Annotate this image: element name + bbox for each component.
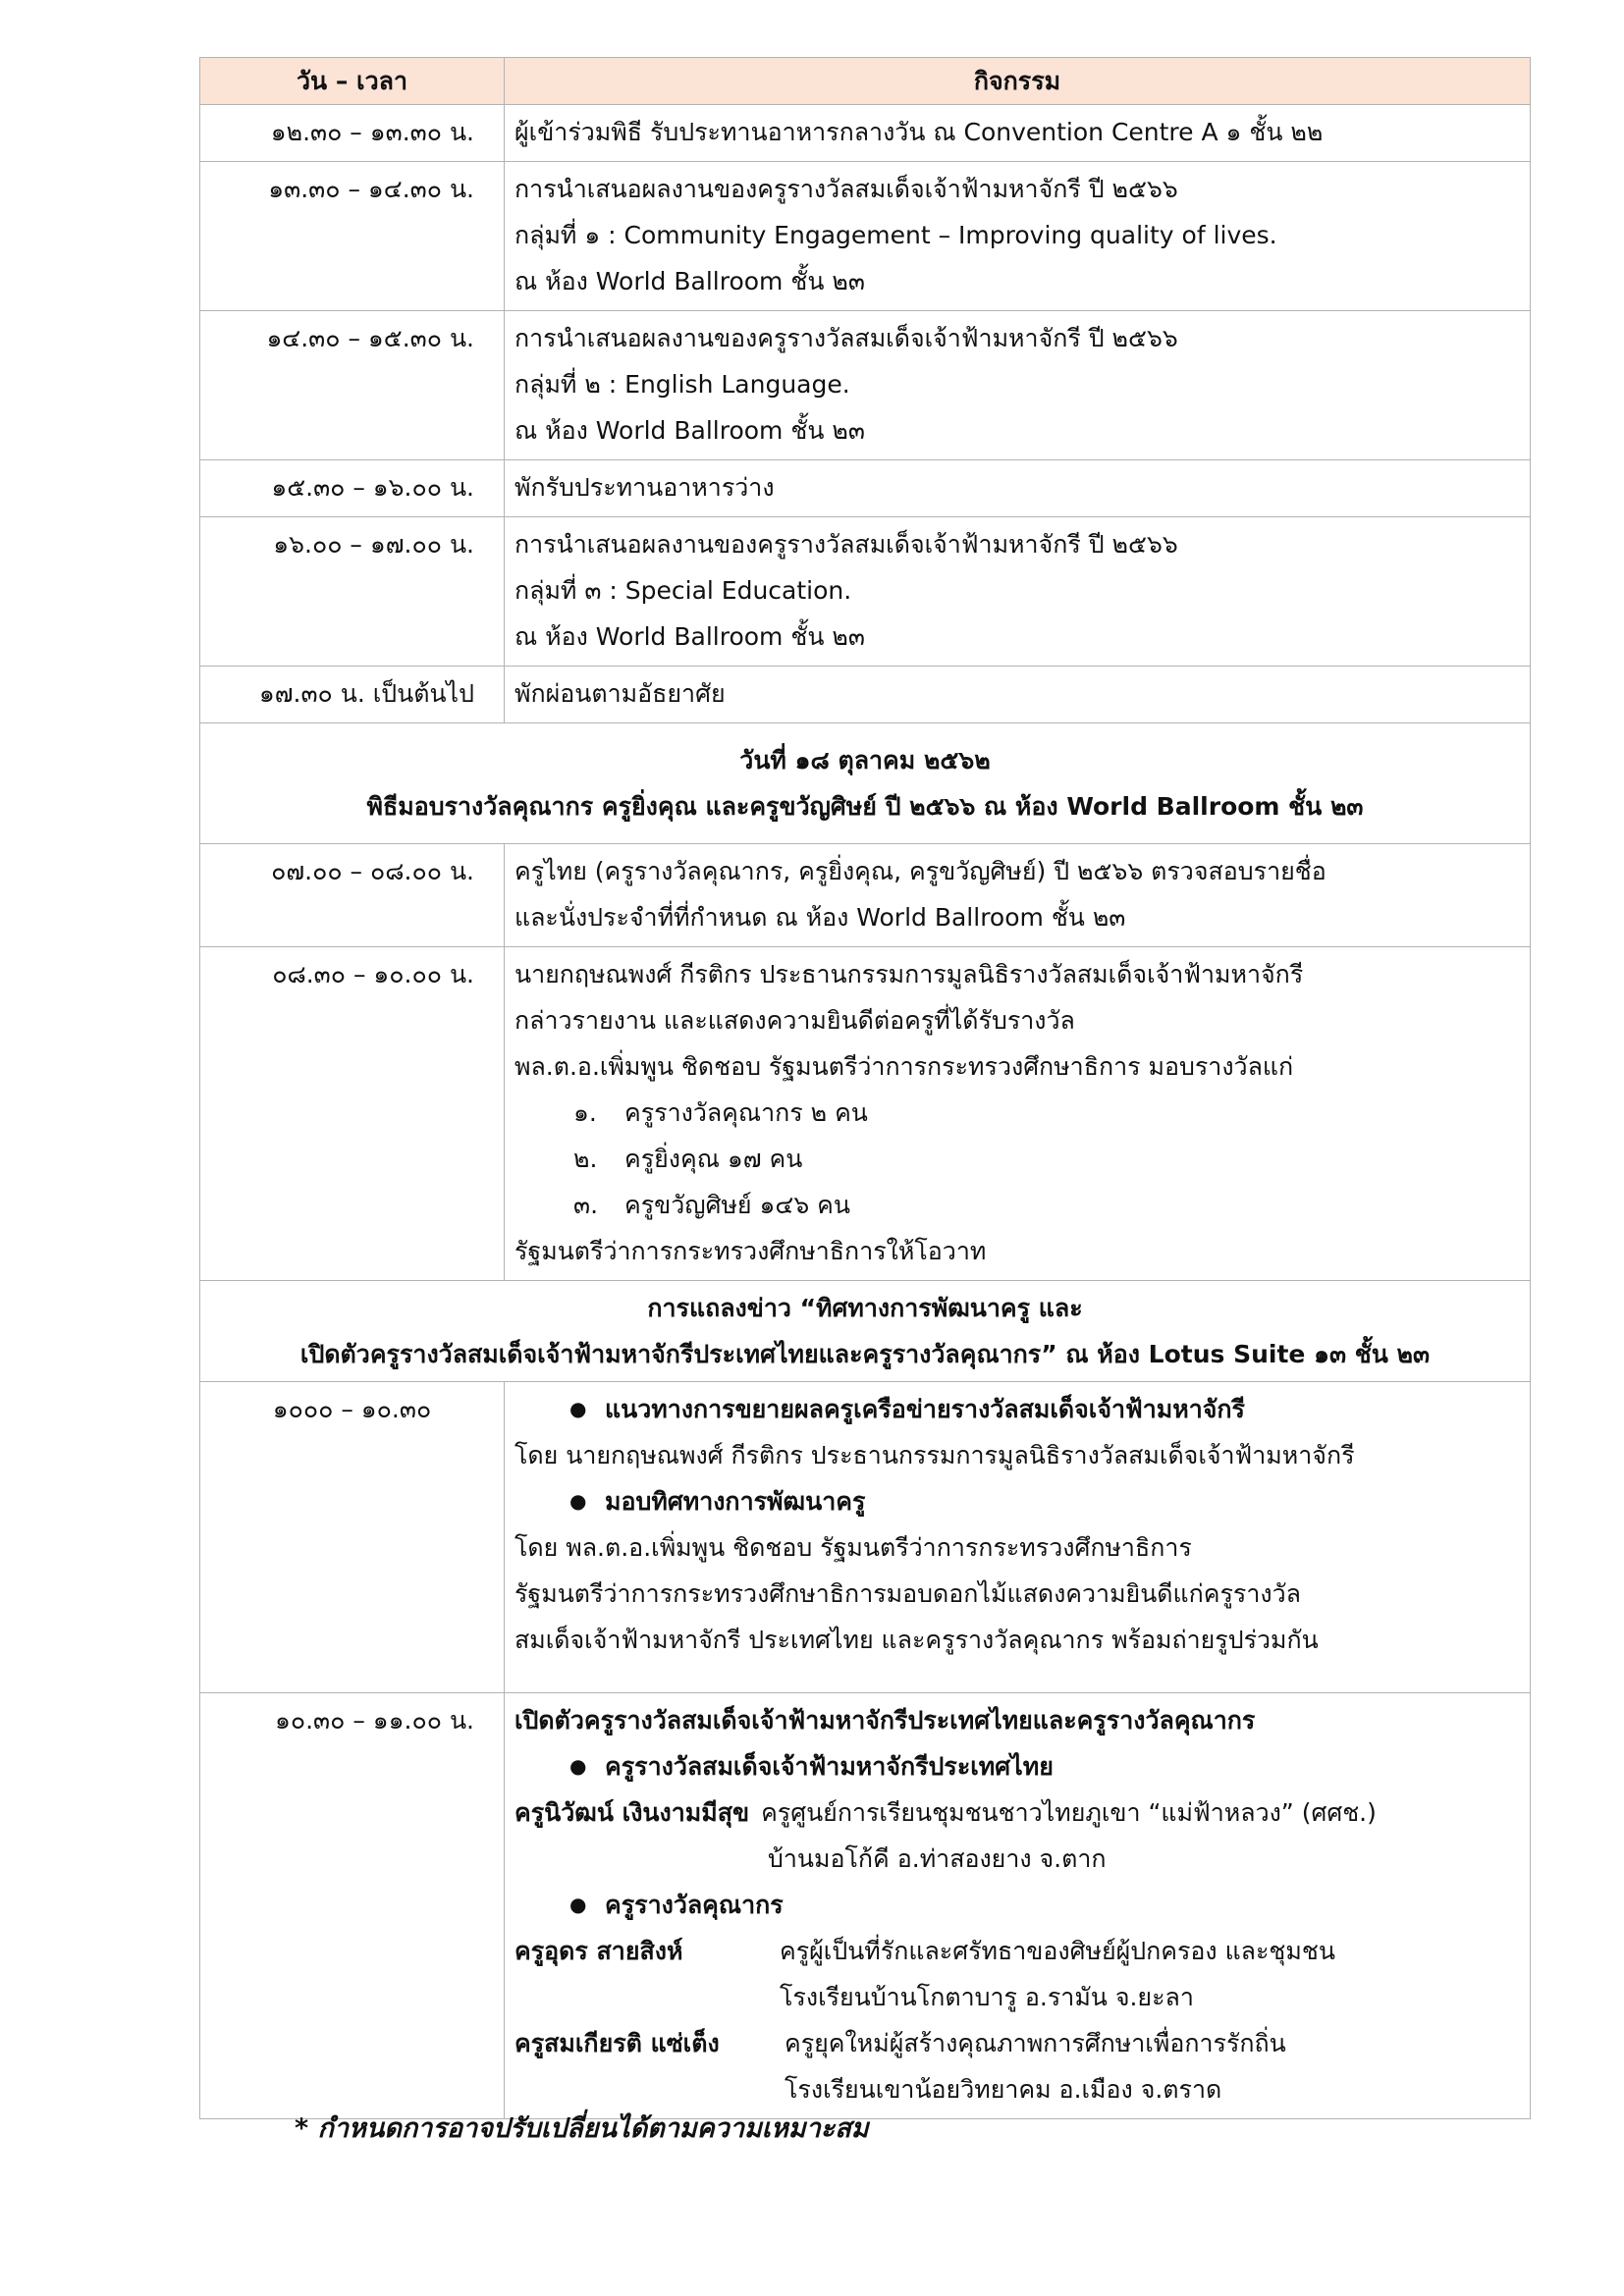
activity-line: การนำเสนอผลงานของครูรางวัลสมเด็จเจ้าฟ้ามหาจักรี ปี ๒๕๖๖ [514,530,1178,559]
activity-line: ครูไทย (ครูรางวัลคุณากร, ครูยิ่งคุณ, ครูขวัญศิษย์) ปี ๒๕๖๖ ตรวจสอบรายชื่อ [514,857,1326,885]
row-activity [505,162,1531,311]
activity-line: โดย นายกฤษณพงศ์ กีรติกร ประธานกรรมการมูลนิธิรางวัลสมเด็จเจ้าฟ้ามหาจักรี [514,1441,1355,1469]
header-activity: กิจกรรม [505,58,1531,105]
day2-date: วันที่ ๑๘ ตุลาคม ๒๕๖๒ [739,746,991,774]
press-title-line1: การแถลงข่าว “ทิศทางการพัฒนาครู และ [647,1294,1083,1322]
row-time: ๑๐๐๐ – ๑๐.๓๐ [200,1382,505,1693]
bullet-item [514,1743,1520,1789]
row-time: ๑๕.๓๐ – ๑๖.๐๐ น. [200,460,505,517]
teacher-school: โรงเรียนบ้านโกตาบารู อ.รามัน จ.ยะลา [780,1983,1194,2011]
activity-line: รัฐมนตรีว่าการกระทรวงศึกษาธิการให้โอวาท [514,1237,987,1265]
list-number: ๓. [573,1191,599,1219]
teacher-desc: ครูผู้เป็นที่รักและศรัทธาของศิษย์ผู้ปกครอง และชุมชน [780,1937,1335,1965]
activity-line: นายกฤษณพงศ์ กีรติกร ประธานกรรมการมูลนิธิรางวัลสมเด็จเจ้าฟ้ามหาจักรี [514,960,1304,988]
row-time: ๑๖.๐๐ – ๑๗.๐๐ น. [200,517,505,667]
bullet-item [514,1386,1520,1432]
table-row [200,1693,1531,2119]
activity-line: พักผ่อนตามอัธยาศัย [514,679,726,708]
activity-line: พักรับประทานอาหารว่าง [514,473,775,502]
activity-line: รัฐมนตรีว่าการกระทรวงศึกษาธิการมอบดอกไม้แสดงความยินดีแก่ครูรางวัล [514,1579,1301,1608]
row-activity [505,1693,1531,2119]
table-row [200,162,1531,311]
row-time: ๑๓.๓๐ – ๑๔.๓๐ น. [200,162,505,311]
bullet-text: มอบทิศทางการพัฒนาครู [605,1487,866,1516]
row-time: ๑๐.๓๐ – ๑๑.๐๐ น. [200,1693,505,2119]
activity-line: การนำเสนอผลงานของครูรางวัลสมเด็จเจ้าฟ้ามหาจักรี ปี ๒๕๖๖ [514,324,1178,352]
row-activity [505,1382,1531,1693]
day2-title: พิธีมอบรางวัลคุณากร ครูยิ่งคุณ และครูขวัญศิษย์ ปี ๒๕๖๖ ณ ห้อง World Ballroom ชั้น ๒๓ [366,792,1364,821]
row-activity [505,844,1531,947]
teacher-school: บ้านมอโก้คี อ.ท่าสองยาง จ.ตาก [768,1844,1107,1873]
list-text: ครูขวัญศิษย์ ๑๔๖ คน [624,1191,850,1219]
press-header [200,1281,1531,1382]
launch-heading: เปิดตัวครูรางวัลสมเด็จเจ้าฟ้ามหาจักรีประเทศไทยและครูรางวัลคุณากร [514,1706,1256,1735]
row-time: ๐๗.๐๐ – ๐๘.๐๐ น. [200,844,505,947]
activity-line: กล่าวรายงาน และแสดงความยินดีต่อครูที่ได้รับรางวัล [514,1006,1075,1035]
bullet-item [514,1478,1520,1524]
schedule-sheet [199,57,1530,2119]
teacher-desc: ครูยุคใหม่ผู้สร้างคุณภาพการศึกษาเพื่อการรักถิ่น [785,2029,1286,2057]
bullet-text: ครูรางวัลคุณากร [605,1891,784,1919]
footnote: * กำหนดการอาจปรับเปลี่ยนได้ตามความเหมาะสม [295,2113,869,2144]
activity-line: กลุ่มที่ ๒ : English Language. [514,370,850,399]
activity-line: ผู้เข้าร่วมพิธี รับประทานอาหารกลางวัน ณ Convention Centre A ๑ ชั้น ๒๒ [514,118,1324,146]
row-activity [505,105,1531,162]
bullet-text: แนวทางการขยายผลครูเครือข่ายรางวัลสมเด็จเจ้าฟ้ามหาจักรี [605,1395,1245,1423]
activity-line: พล.ต.อ.เพิ่มพูน ชิดชอบ รัฐมนตรีว่าการกระทรวงศึกษาธิการ มอบรางวัลแก่ [514,1052,1294,1081]
list-number: ๑. [573,1098,597,1127]
activity-line: ณ ห้อง World Ballroom ชั้น ๒๓ [514,416,865,445]
section-header-row [200,1281,1531,1382]
table-row [200,844,1531,947]
teacher-name: ครูอุดร สายสิงห์ [514,1937,683,1965]
bullet-icon: ● [569,1489,587,1513]
activity-line: ณ ห้อง World Ballroom ชั้น ๒๓ [514,267,865,295]
row-activity [505,460,1531,517]
teacher-entry [514,1928,1520,1974]
table-row [200,517,1531,667]
activity-line: สมเด็จเจ้าฟ้ามหาจักรี ประเทศไทย และครูรางวัลคุณากร พร้อมถ่ายรูปร่วมกัน [514,1626,1319,1654]
activity-line: การนำเสนอผลงานของครูรางวัลสมเด็จเจ้าฟ้ามหาจักรี ปี ๒๕๖๖ [514,175,1178,203]
table-row [200,105,1531,162]
table-row [200,947,1531,1281]
press-title-line2: เปิดตัวครูรางวัลสมเด็จเจ้าฟ้ามหาจักรีประเทศไทยและครูรางวัลคุณากร” ณ ห้อง Lotus Suite ๑๓ ชั้น ๒๓ [299,1340,1431,1368]
activity-line: กลุ่มที่ ๓ : Special Education. [514,576,852,605]
list-item [514,1090,1520,1136]
table-row [200,667,1531,723]
bullet-text: ครูรางวัลสมเด็จเจ้าฟ้ามหาจักรีประเทศไทย [605,1752,1054,1781]
list-number: ๒. [573,1145,598,1173]
activity-line: กลุ่มที่ ๑ : Community Engagement – Improving quality of lives. [514,221,1277,249]
day2-header [200,723,1531,844]
activity-line: โดย พล.ต.อ.เพิ่มพูน ชิดชอบ รัฐมนตรีว่าการกระทรวงศึกษาธิการ [514,1533,1192,1562]
row-activity [505,667,1531,723]
list-text: ครูยิ่งคุณ ๑๗ คน [624,1145,803,1173]
row-time: ๑๗.๓๐ น. เป็นต้นไป [200,667,505,723]
list-item [514,1136,1520,1182]
teacher-entry [514,1789,1520,1836]
table-row [200,1382,1531,1693]
schedule-table [199,57,1531,2119]
table-header-row [200,58,1531,105]
bullet-item [514,1882,1520,1928]
list-text: ครูรางวัลคุณากร ๒ คน [624,1098,868,1127]
row-time: ๑๔.๓๐ – ๑๕.๓๐ น. [200,311,505,460]
bullet-icon: ● [569,1754,587,1778]
activity-line: ณ ห้อง World Ballroom ชั้น ๒๓ [514,622,865,651]
bullet-icon: ● [569,1893,587,1916]
teacher-name: ครูนิวัฒน์ เงินงามมีสุข [514,1798,750,1827]
teacher-name: ครูสมเกียรติ แซ่เต็ง [514,2029,720,2057]
activity-line: และนั่งประจำที่ที่กำหนด ณ ห้อง World Ballroom ชั้น ๒๓ [514,903,1126,932]
section-header-row [200,723,1531,844]
row-time: ๐๘.๓๐ – ๑๐.๐๐ น. [200,947,505,1281]
row-activity [505,517,1531,667]
bullet-icon: ● [569,1397,587,1420]
teacher-entry [514,2020,1520,2066]
teacher-desc: ครูศูนย์การเรียนชุมชนชาวไทยภูเขา “แม่ฟ้าหลวง” (ศศช.) [761,1798,1377,1827]
header-time: วัน – เวลา [200,58,505,105]
row-activity [505,947,1531,1281]
list-item [514,1182,1520,1228]
row-time: ๑๒.๓๐ – ๑๓.๓๐ น. [200,105,505,162]
row-activity [505,311,1531,460]
table-row [200,460,1531,517]
teacher-school: โรงเรียนเขาน้อยวิทยาคม อ.เมือง จ.ตราด [785,2075,1222,2104]
table-row [200,311,1531,460]
